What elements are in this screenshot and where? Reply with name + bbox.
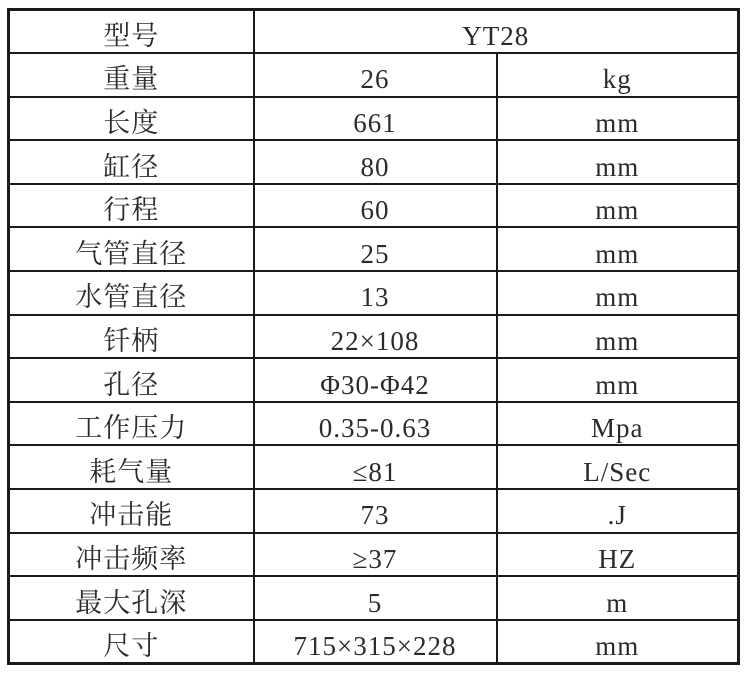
table-row (9, 358, 739, 402)
spec-unit-cell: mm (497, 140, 739, 184)
spec-label-cell: 型号 (9, 10, 254, 54)
spec-value-cell: 80 (254, 140, 497, 184)
table-row-model (9, 10, 739, 54)
spec-label-cell: 工作压力 (9, 402, 254, 446)
spec-unit-cell: L/Sec (497, 445, 739, 489)
table-row (9, 271, 739, 315)
spec-label-cell: 钎柄 (9, 315, 254, 359)
table-row (9, 533, 739, 577)
table-row (9, 53, 739, 97)
table-row (9, 402, 739, 446)
spec-label-cell: 冲击能 (9, 489, 254, 533)
spec-value-cell: 22×108 (254, 315, 497, 359)
spec-unit-cell: mm (497, 315, 739, 359)
spec-value-cell: 715×315×228 (254, 620, 497, 664)
table-row (9, 489, 739, 533)
table-row (9, 445, 739, 489)
spec-unit-cell: m (497, 576, 739, 620)
spec-label-cell: 尺寸 (9, 620, 254, 664)
table-row (9, 620, 739, 664)
table-row (9, 184, 739, 228)
spec-value-cell: 661 (254, 97, 497, 141)
spec-unit-cell: mm (497, 620, 739, 664)
spec-unit-cell: mm (497, 97, 739, 141)
spec-label-cell: 最大孔深 (9, 576, 254, 620)
spec-value-cell: Φ30-Φ42 (254, 358, 497, 402)
spec-model-value-cell: YT28 (254, 10, 739, 54)
spec-value-cell: 13 (254, 271, 497, 315)
spec-unit-cell: Mpa (497, 402, 739, 446)
spec-unit-cell: .J (497, 489, 739, 533)
spec-value-cell: 73 (254, 489, 497, 533)
table-row (9, 227, 739, 271)
spec-value-cell: 0.35-0.63 (254, 402, 497, 446)
spec-unit-cell: mm (497, 227, 739, 271)
spec-label-cell: 气管直径 (9, 227, 254, 271)
spec-value-cell: 5 (254, 576, 497, 620)
spec-label-cell: 冲击频率 (9, 533, 254, 577)
spec-value-cell: 25 (254, 227, 497, 271)
spec-unit-cell: mm (497, 271, 739, 315)
spec-label-cell: 长度 (9, 97, 254, 141)
spec-label-cell: 行程 (9, 184, 254, 228)
spec-value-cell: ≤81 (254, 445, 497, 489)
spec-label-cell: 重量 (9, 53, 254, 97)
spec-value-cell: ≥37 (254, 533, 497, 577)
spec-label-cell: 孔径 (9, 358, 254, 402)
table-row (9, 97, 739, 141)
table-row (9, 315, 739, 359)
table-row (9, 140, 739, 184)
table-row (9, 576, 739, 620)
spec-unit-cell: kg (497, 53, 739, 97)
spec-label-cell: 耗气量 (9, 445, 254, 489)
spec-unit-cell: mm (497, 184, 739, 228)
spec-label-cell: 缸径 (9, 140, 254, 184)
spec-table (7, 8, 740, 665)
spec-value-cell: 26 (254, 53, 497, 97)
spec-label-cell: 水管直径 (9, 271, 254, 315)
spec-unit-cell: mm (497, 358, 739, 402)
spec-unit-cell: HZ (497, 533, 739, 577)
spec-value-cell: 60 (254, 184, 497, 228)
